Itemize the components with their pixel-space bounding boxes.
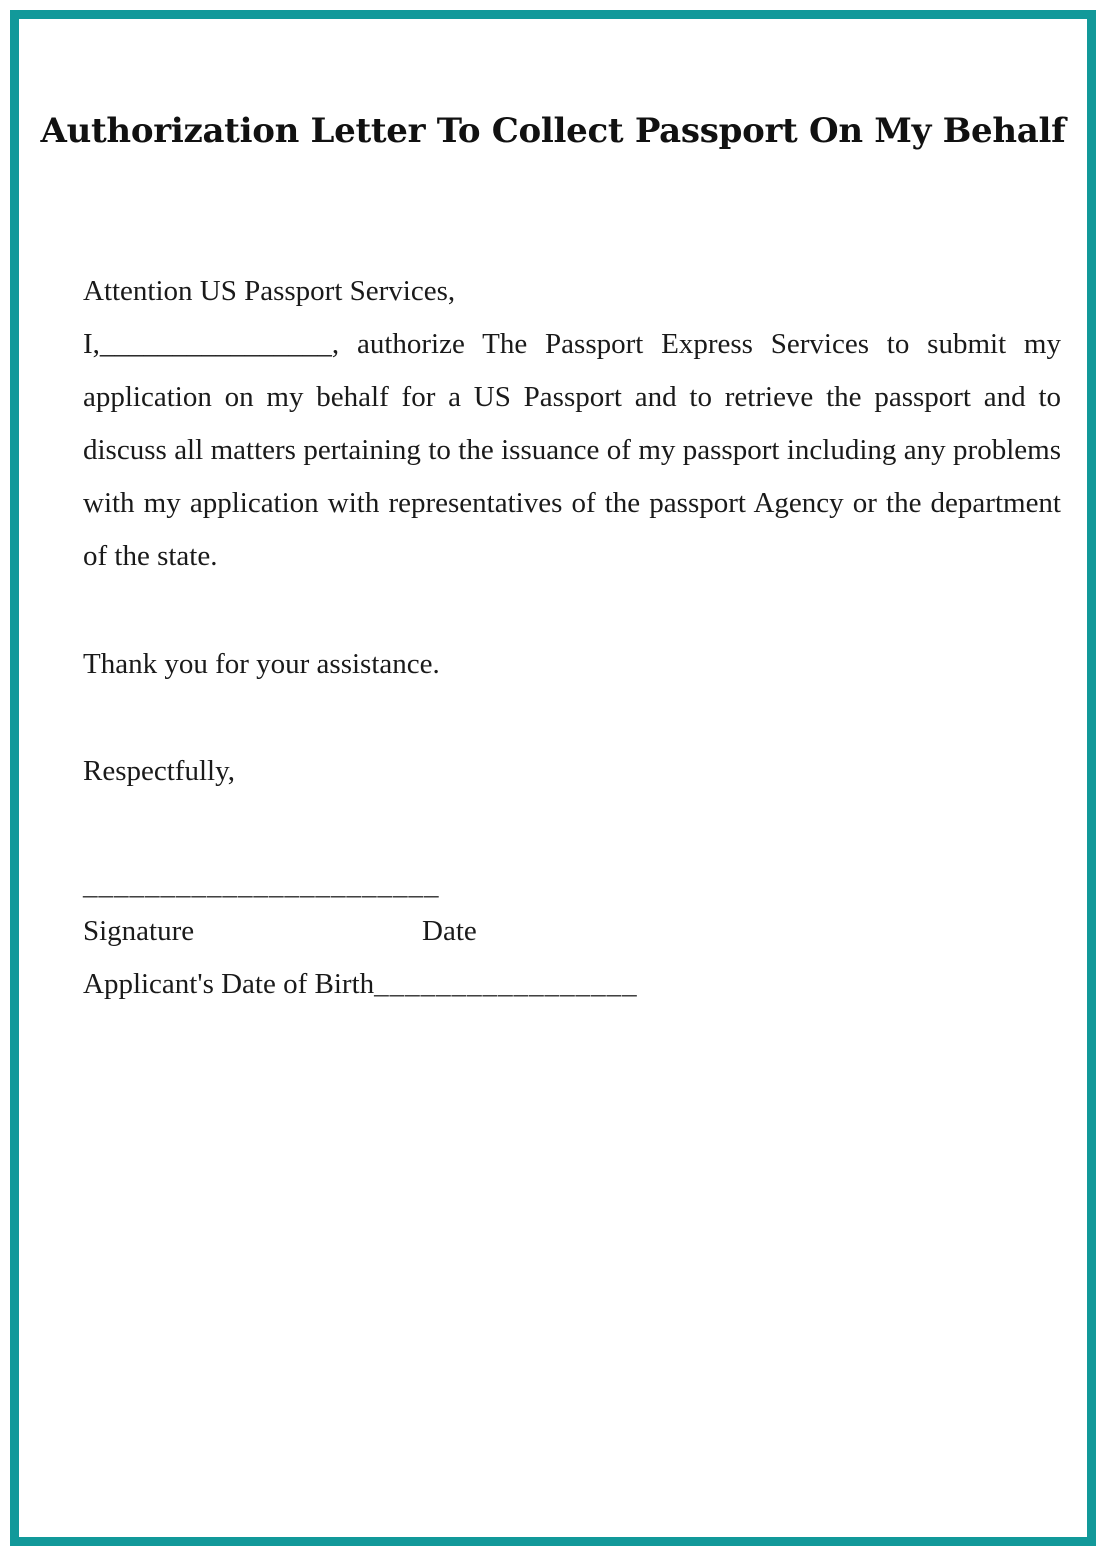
date-of-birth-blank: _________________ — [374, 968, 638, 1000]
salutation: Attention US Passport Services, — [83, 275, 456, 307]
closing-line: Respectfully, — [83, 755, 235, 787]
document-title: Authorization Letter To Collect Passport On My Behalf — [40, 111, 1066, 151]
authorization-paragraph: I,________________, authorize The Passport Express Services to submit my application on my behalf for a US Passport and to retrieve the passport and to discuss all matters pertaining to the issuance of my passport including any problems with my application with representatives of the passport Agency or the department of the state. — [83, 328, 1061, 572]
date-label: Date — [422, 915, 477, 947]
date-of-birth-label: Applicant's Date of Birth — [83, 968, 375, 1000]
signature-blank-line: _______________________ — [83, 869, 440, 901]
signature-label: Signature — [83, 915, 195, 947]
thanks-line: Thank you for your assistance. — [83, 648, 440, 680]
document-page — [10, 10, 1096, 1546]
date-of-birth-row — [83, 958, 638, 1011]
